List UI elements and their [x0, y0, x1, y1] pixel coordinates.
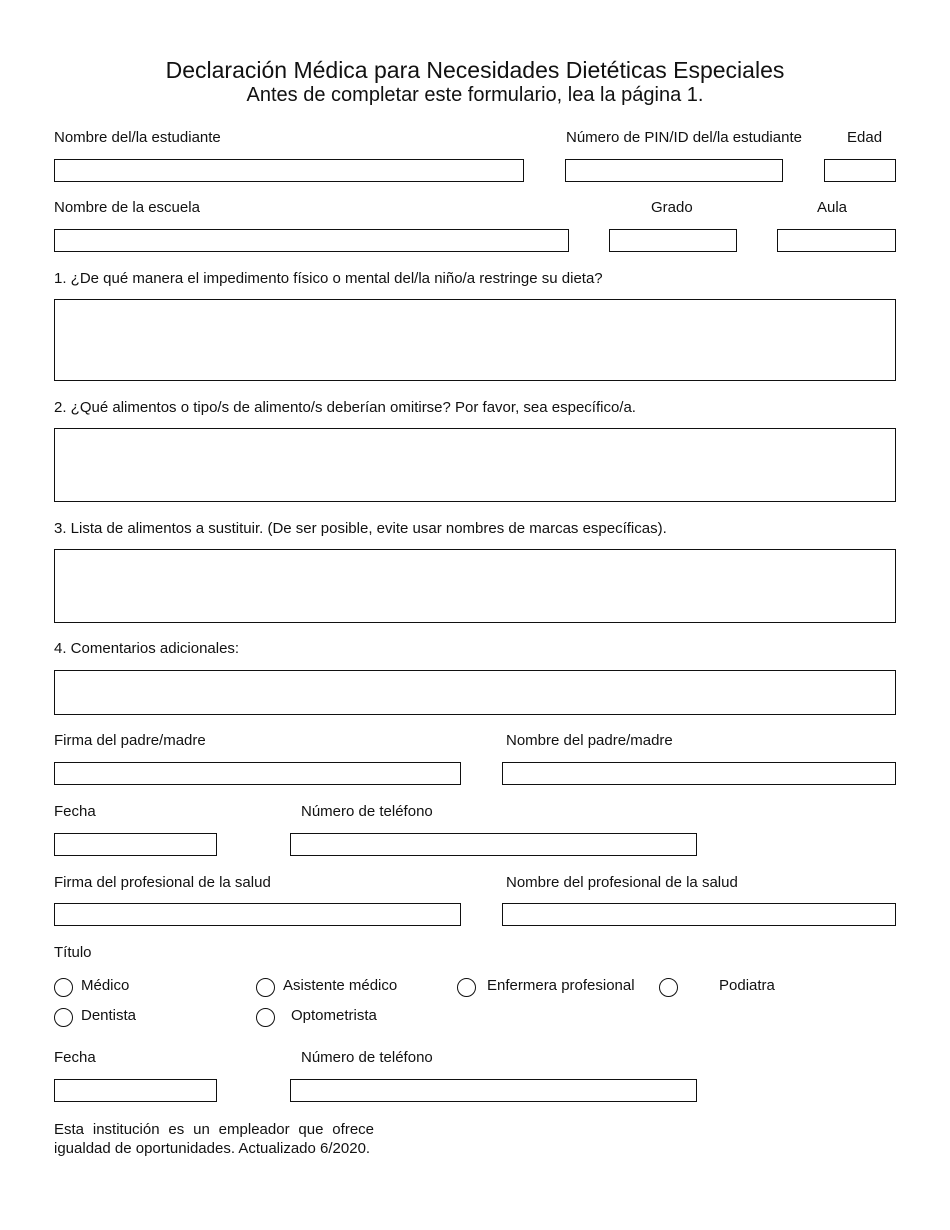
- parent-phone-label: Número de teléfono: [301, 803, 433, 820]
- form-subtitle: Antes de completar este formulario, lea la página 1.: [246, 84, 704, 106]
- parent-phone-field[interactable]: [290, 833, 697, 856]
- student-name-label: Nombre del/la estudiante: [54, 129, 221, 146]
- grade-label: Grado: [651, 199, 693, 216]
- radio-asistente-medico[interactable]: [256, 978, 275, 997]
- question-4-label: 4. Comentarios adicionales:: [54, 640, 240, 657]
- age-label: Edad: [847, 129, 883, 146]
- provider-signature-label: Firma del profesional de la salud: [54, 874, 271, 891]
- option-optometrista-label: Optometrista: [291, 1007, 377, 1024]
- option-dentista-label: Dentista: [81, 1007, 137, 1024]
- option-enfermera-profesional-label: Enfermera profesional: [487, 977, 635, 994]
- provider-phone-label: Número de teléfono: [301, 1049, 433, 1066]
- radio-dentista[interactable]: [54, 1008, 73, 1027]
- provider-date-field[interactable]: [54, 1079, 217, 1102]
- question-2-label: 2. ¿Qué alimentos o tipo/s de alimento/s deberían omitirse? Por favor, sea específico/a.: [54, 399, 636, 416]
- provider-title-label: Título: [54, 944, 92, 961]
- question-1-label: 1. ¿De qué manera el impedimento físico o mental del/la niño/a restringe su dieta?: [54, 270, 603, 287]
- radio-optometrista[interactable]: [256, 1008, 275, 1027]
- option-asistente-medico-label: Asistente médico: [283, 977, 398, 994]
- grade-field[interactable]: [609, 229, 737, 252]
- parent-name-label: Nombre del padre/madre: [506, 732, 673, 749]
- student-name-field[interactable]: [54, 159, 524, 182]
- provider-phone-field[interactable]: [290, 1079, 697, 1102]
- question-3-field[interactable]: [54, 549, 896, 623]
- question-3-label: 3. Lista de alimentos a sustituir. (De ser posible, evite usar nombres de marcas específicas).: [54, 520, 667, 537]
- provider-date-label: Fecha: [54, 1049, 96, 1066]
- classroom-label: Aula: [817, 199, 848, 216]
- footer-note: [54, 1120, 374, 1158]
- option-podiatra-label: Podiatra: [719, 977, 775, 994]
- parent-date-field[interactable]: [54, 833, 217, 856]
- footer-line-1: Esta institución es un empleador que ofrece: [54, 1121, 374, 1138]
- parent-name-field[interactable]: [502, 762, 896, 785]
- footer-line-2: igualdad de oportunidades. Actualizado 6/2020.: [54, 1140, 371, 1157]
- option-medico-label: Médico: [81, 977, 130, 994]
- form-title: Declaración Médica para Necesidades Dietéticas Especiales: [165, 57, 785, 83]
- school-name-field[interactable]: [54, 229, 569, 252]
- parent-signature-field[interactable]: [54, 762, 461, 785]
- parent-signature-label: Firma del padre/madre: [54, 732, 206, 749]
- radio-enfermera-profesional[interactable]: [457, 978, 476, 997]
- student-pin-field[interactable]: [565, 159, 783, 182]
- provider-signature-field[interactable]: [54, 903, 461, 926]
- question-4-field[interactable]: [54, 670, 896, 715]
- classroom-field[interactable]: [777, 229, 896, 252]
- parent-date-label: Fecha: [54, 803, 96, 820]
- question-2-field[interactable]: [54, 428, 896, 502]
- student-pin-label: Número de PIN/ID del/la estudiante: [566, 129, 802, 146]
- radio-medico[interactable]: [54, 978, 73, 997]
- provider-name-label: Nombre del profesional de la salud: [506, 874, 738, 891]
- radio-podiatra[interactable]: [659, 978, 678, 997]
- provider-name-field[interactable]: [502, 903, 896, 926]
- question-1-field[interactable]: [54, 299, 896, 381]
- school-name-label: Nombre de la escuela: [54, 199, 200, 216]
- age-field[interactable]: [824, 159, 896, 182]
